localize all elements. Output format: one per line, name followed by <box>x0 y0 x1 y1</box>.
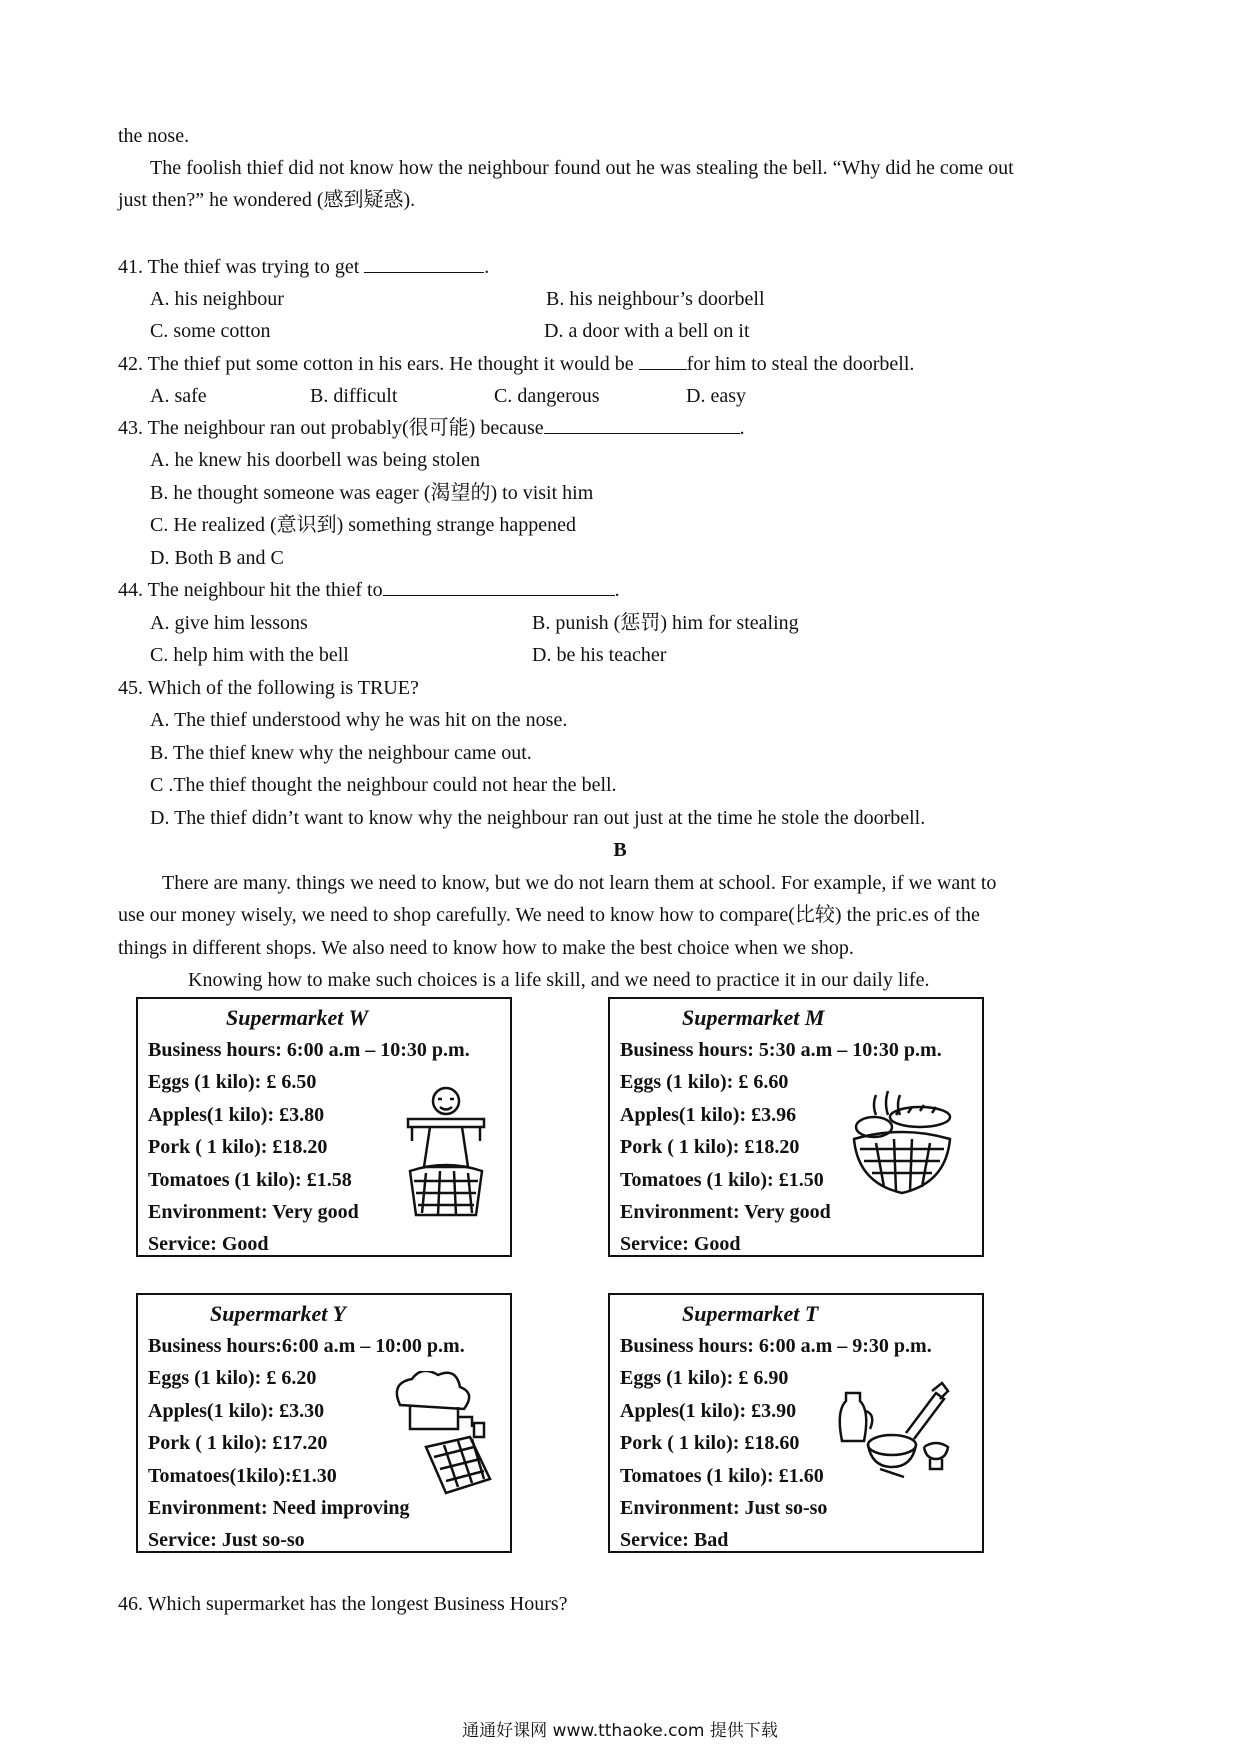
shopkeeper-illustration-icon <box>400 1081 492 1221</box>
service-rating: Service: Good <box>148 1233 269 1255</box>
option-b: B. punish (惩罚) him for stealing <box>532 612 799 634</box>
kitchenware-icon <box>836 1373 960 1483</box>
question-stem: 41. The thief was trying to get <box>118 256 360 278</box>
passage-line: the nose. <box>118 125 190 147</box>
question-stem: 44. The neighbour hit the thief to <box>118 579 383 601</box>
pork-price: Pork ( 1 kilo): £18.20 <box>148 1136 328 1158</box>
passage-line: things in different shops. We also need to know how to make the best choice when we shop. <box>118 937 854 959</box>
answer-blank <box>383 575 615 596</box>
question-41: 41. The thief was trying to get . <box>118 252 489 282</box>
option-d: D. be his teacher <box>532 644 667 666</box>
question-46: 46. Which supermarket has the longest Business Hours? <box>118 1593 568 1615</box>
business-hours: Business hours:6:00 a.m – 10:00 p.m. <box>148 1335 465 1357</box>
tomatoes-price: Tomatoes (1 kilo): £1.50 <box>620 1169 824 1191</box>
passage-line: just then?” he wondered (感到疑惑). <box>118 189 416 211</box>
option-a: A. The thief understood why he was hit on the nose. <box>150 709 568 731</box>
environment-rating: Environment: Very good <box>148 1201 359 1223</box>
option-d: D. The thief didn’t want to know why the neighbour ran out just at the time he stole the doorbell. <box>150 807 926 829</box>
business-hours: Business hours: 5:30 a.m – 10:30 p.m. <box>620 1039 942 1061</box>
option-c: C .The thief thought the neighbour could not hear the bell. <box>150 774 617 796</box>
business-hours: Business hours: 6:00 a.m – 9:30 p.m. <box>620 1335 932 1357</box>
answer-blank <box>639 349 687 370</box>
option-a: A. he knew his doorbell was being stolen <box>150 449 480 471</box>
card-title: Supermarket W <box>226 1005 369 1030</box>
pork-price: Pork ( 1 kilo): £17.20 <box>148 1432 328 1454</box>
answer-blank <box>544 413 740 434</box>
page-footer: 通通好课网 www.tthaoke.com 提供下载 <box>462 1721 778 1741</box>
option-a: A. safe <box>150 385 207 407</box>
question-stem: 43. The neighbour ran out probably(很可能) because <box>118 417 544 439</box>
option-b: B. his neighbour’s doorbell <box>546 288 765 310</box>
option-b: B. he thought someone was eager (渴望的) to visit him <box>150 482 594 504</box>
environment-rating: Environment: Just so-so <box>620 1497 828 1519</box>
pork-price: Pork ( 1 kilo): £18.20 <box>620 1136 800 1158</box>
question-45: 45. Which of the following is TRUE? <box>118 677 419 699</box>
option-c: C. He realized (意识到) something strange happened <box>150 514 576 536</box>
eggs-price: Eggs (1 kilo): £ 6.60 <box>620 1071 789 1093</box>
option-d: D. a door with a bell on it <box>544 320 750 342</box>
bread-basket-icon <box>846 1087 958 1199</box>
business-hours: Business hours: 6:00 a.m – 10:30 p.m. <box>148 1039 470 1061</box>
card-title: Supermarket M <box>682 1005 825 1030</box>
apples-price: Apples(1 kilo): £3.96 <box>620 1104 797 1126</box>
supermarket-t-card <box>608 1293 984 1553</box>
option-d: D. easy <box>686 385 746 407</box>
supermarket-w-card <box>136 997 512 1257</box>
question-44: 44. The neighbour hit the thief to . <box>118 575 620 605</box>
tomatoes-price: Tomatoes(1kilo):£1.30 <box>148 1465 337 1487</box>
apples-price: Apples(1 kilo): £3.80 <box>148 1104 325 1126</box>
option-b: B. difficult <box>310 385 398 407</box>
question-stem: 42. The thief put some cotton in his ears. He thought it would be <box>118 353 634 375</box>
eggs-price: Eggs (1 kilo): £ 6.50 <box>148 1071 317 1093</box>
option-a: A. give him lessons <box>150 612 308 634</box>
option-c: C. help him with the bell <box>150 644 349 666</box>
card-title: Supermarket Y <box>210 1301 346 1326</box>
question-stem-end: for him to steal the doorbell. <box>686 353 915 375</box>
eggs-price: Eggs (1 kilo): £ 6.20 <box>148 1367 317 1389</box>
option-c: C. some cotton <box>150 320 271 342</box>
option-c: C. dangerous <box>494 385 600 407</box>
tomatoes-price: Tomatoes (1 kilo): £1.60 <box>620 1465 824 1487</box>
service-rating: Service: Good <box>620 1233 741 1255</box>
card-title: Supermarket T <box>682 1301 819 1326</box>
option-a: A. his neighbour <box>150 288 284 310</box>
eggs-price: Eggs (1 kilo): £ 6.90 <box>620 1367 789 1389</box>
option-b: B. The thief knew why the neighbour came out. <box>150 742 532 764</box>
environment-rating: Environment: Need improving <box>148 1497 410 1519</box>
apples-price: Apples(1 kilo): £3.30 <box>148 1400 325 1422</box>
apples-price: Apples(1 kilo): £3.90 <box>620 1400 797 1422</box>
section-heading: B <box>613 839 627 861</box>
pork-price: Pork ( 1 kilo): £18.60 <box>620 1432 800 1454</box>
supermarket-y-card <box>136 1293 512 1553</box>
tomatoes-price: Tomatoes (1 kilo): £1.58 <box>148 1169 352 1191</box>
passage-line: There are many. things we need to know, but we do not learn them at school. For example, if we want to <box>162 872 997 894</box>
passage-line: The foolish thief did not know how the neighbour found out he was stealing the bell. “Why did he come out <box>150 157 1014 179</box>
option-d: D. Both B and C <box>150 547 284 569</box>
question-43: 43. The neighbour ran out probably(很可能) because . <box>118 413 745 443</box>
passage-line: use our money wisely, we need to shop carefully. We need to know how to compare(比较) the pric.es of the <box>118 904 980 926</box>
passage-line: Knowing how to make such choices is a life skill, and we need to practice it in our daily life. <box>188 969 930 991</box>
answer-blank <box>364 252 484 273</box>
chef-hat-oven-icon <box>388 1371 498 1501</box>
supermarket-m-card <box>608 997 984 1257</box>
environment-rating: Environment: Very good <box>620 1201 831 1223</box>
service-rating: Service: Just so-so <box>148 1529 305 1551</box>
service-rating: Service: Bad <box>620 1529 729 1551</box>
question-42 <box>118 349 914 379</box>
